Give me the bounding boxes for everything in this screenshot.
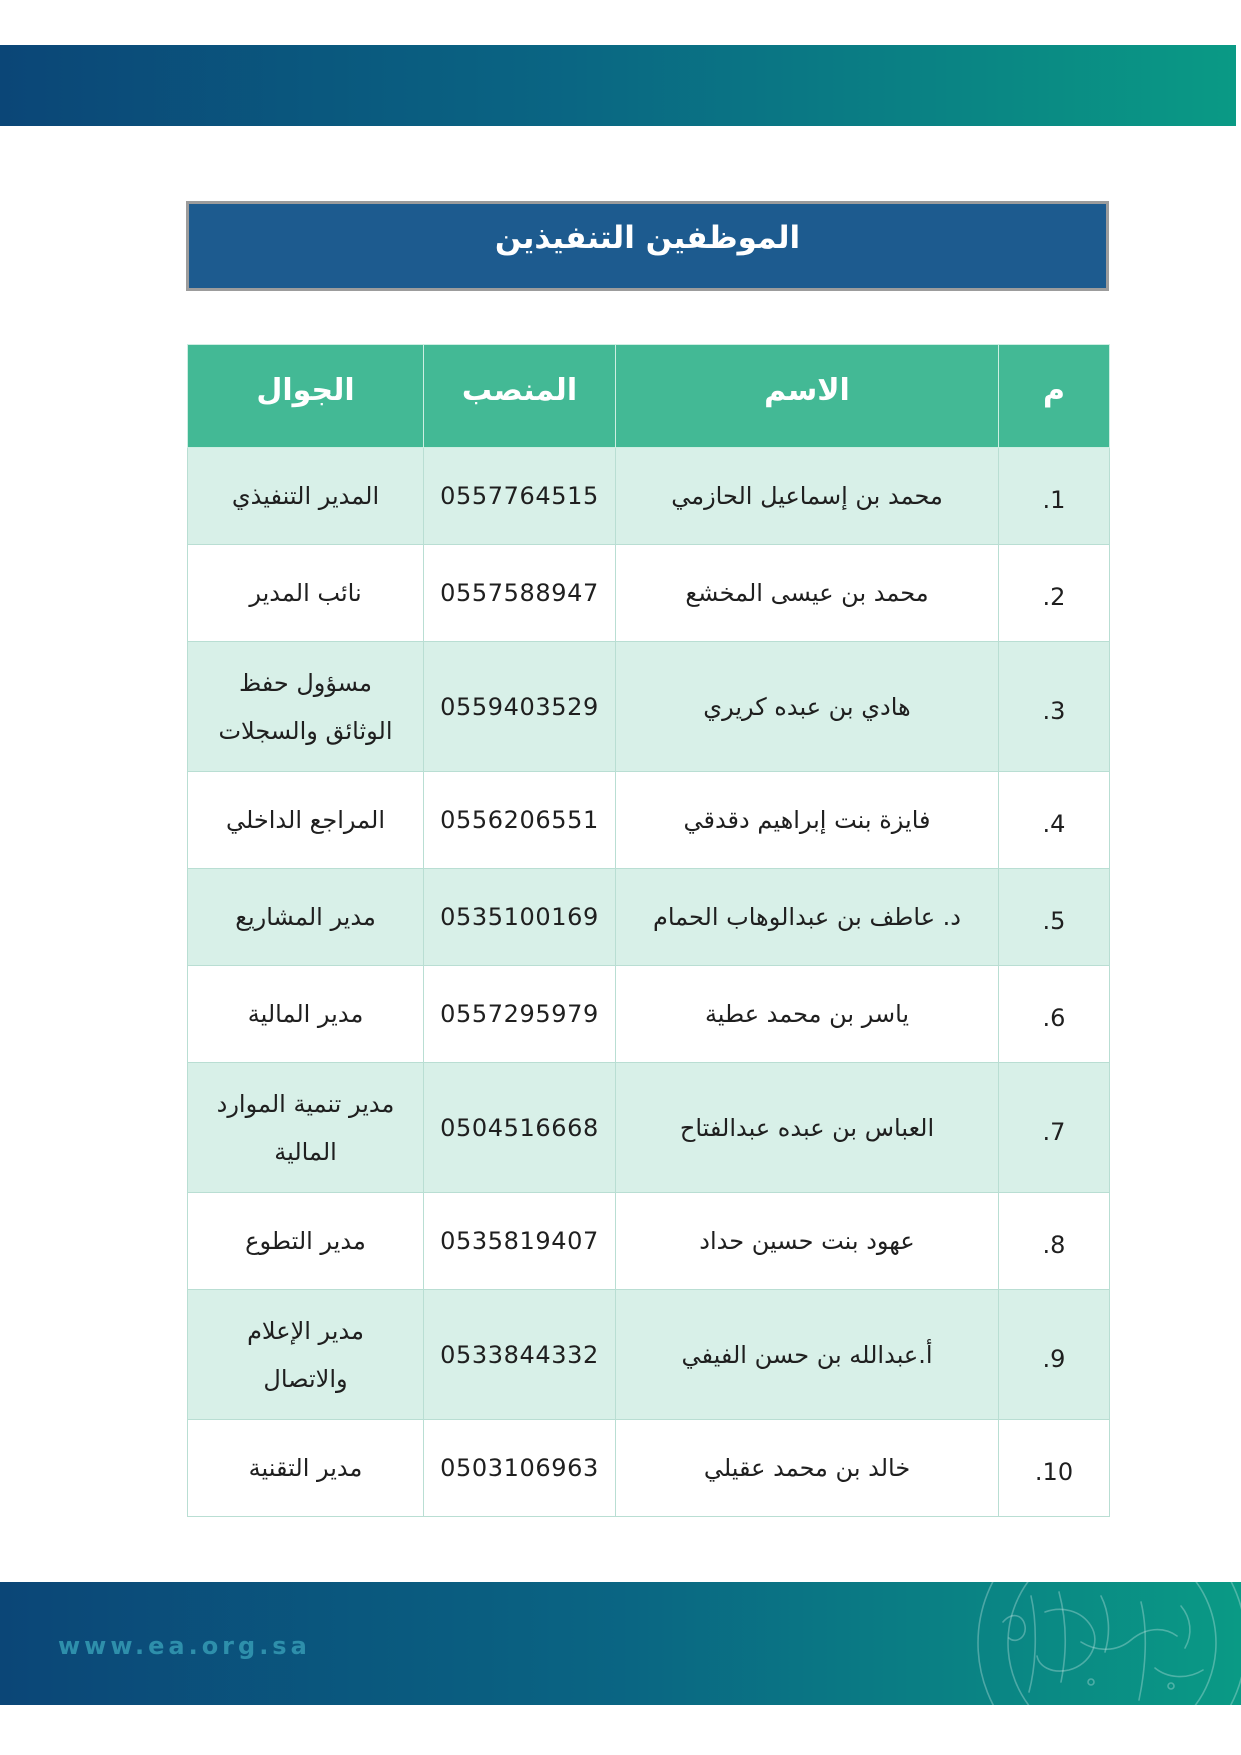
job-title-cell: نائب المدير [188, 545, 424, 642]
employee-name-cell: محمد بن إسماعيل الحازمي [616, 448, 999, 545]
header-mobile: الجوال [188, 345, 424, 448]
table-header-row [188, 345, 1110, 448]
table-row [188, 1193, 1110, 1290]
top-gradient-band [0, 45, 1236, 126]
phone-number-cell: 0556206551 [424, 772, 616, 869]
row-number-cell: 9. [999, 1290, 1110, 1420]
website-url: www.ea.org.sa [58, 1632, 311, 1660]
job-title-cell: مدير المشاريع [188, 869, 424, 966]
phone-number-cell: 0535819407 [424, 1193, 616, 1290]
phone-number-cell: 0535100169 [424, 869, 616, 966]
phone-number-cell: 0533844332 [424, 1290, 616, 1420]
table-row [188, 448, 1110, 545]
header-name: الاسم [616, 345, 999, 448]
phone-number-cell: 0503106963 [424, 1420, 616, 1517]
phone-number-cell: 0559403529 [424, 642, 616, 772]
bottom-gradient-band [0, 1582, 1241, 1705]
table-row [188, 642, 1110, 772]
page-title: الموظفين التنفيذين [494, 220, 801, 256]
table-row [188, 1063, 1110, 1193]
employee-name-cell: فايزة بنت إبراهيم دقدقي [616, 772, 999, 869]
employee-name-cell: خالد بن محمد عقيلي [616, 1420, 999, 1517]
employee-name-cell: أ.عبدالله بن حسن الفيفي [616, 1290, 999, 1420]
job-title-cell: مدير التطوع [188, 1193, 424, 1290]
row-number-cell: 3. [999, 642, 1110, 772]
header-number: م [999, 345, 1110, 448]
table-row [188, 545, 1110, 642]
job-title-cell: مدير المالية [188, 966, 424, 1063]
executive-staff-table [187, 344, 1110, 1517]
job-title-cell: المدير التنفيذي [188, 448, 424, 545]
table-row [188, 1290, 1110, 1420]
employee-name-cell: عهود بنت حسين حداد [616, 1193, 999, 1290]
employee-name-cell: العباس بن عبده عبدالفتاح [616, 1063, 999, 1193]
table-row [188, 1420, 1110, 1517]
row-number-cell: 7. [999, 1063, 1110, 1193]
phone-number-cell: 0557764515 [424, 448, 616, 545]
phone-number-cell: 0504516668 [424, 1063, 616, 1193]
job-title-cell: مدير تنمية الموارد المالية [188, 1063, 424, 1193]
header-position: المنصب [424, 345, 616, 448]
row-number-cell: 1. [999, 448, 1110, 545]
row-number-cell: 2. [999, 545, 1110, 642]
job-title-cell: المراجع الداخلي [188, 772, 424, 869]
employee-name-cell: محمد بن عيسى المخشع [616, 545, 999, 642]
section-title-banner [186, 201, 1109, 291]
table-row [188, 772, 1110, 869]
table-row [188, 966, 1110, 1063]
employee-name-cell: هادي بن عبده كريري [616, 642, 999, 772]
row-number-cell: 6. [999, 966, 1110, 1063]
table-row [188, 869, 1110, 966]
row-number-cell: 8. [999, 1193, 1110, 1290]
seal-logo-icon [941, 1582, 1241, 1705]
phone-number-cell: 0557295979 [424, 966, 616, 1063]
job-title-cell: مدير التقنية [188, 1420, 424, 1517]
job-title-cell: مسؤول حفظ الوثائق والسجلات [188, 642, 424, 772]
employee-name-cell: د. عاطف بن عبدالوهاب الحمام [616, 869, 999, 966]
row-number-cell: 10. [999, 1420, 1110, 1517]
row-number-cell: 5. [999, 869, 1110, 966]
phone-number-cell: 0557588947 [424, 545, 616, 642]
row-number-cell: 4. [999, 772, 1110, 869]
job-title-cell: مدير الإعلام والاتصال [188, 1290, 424, 1420]
employee-name-cell: ياسر بن محمد عطية [616, 966, 999, 1063]
